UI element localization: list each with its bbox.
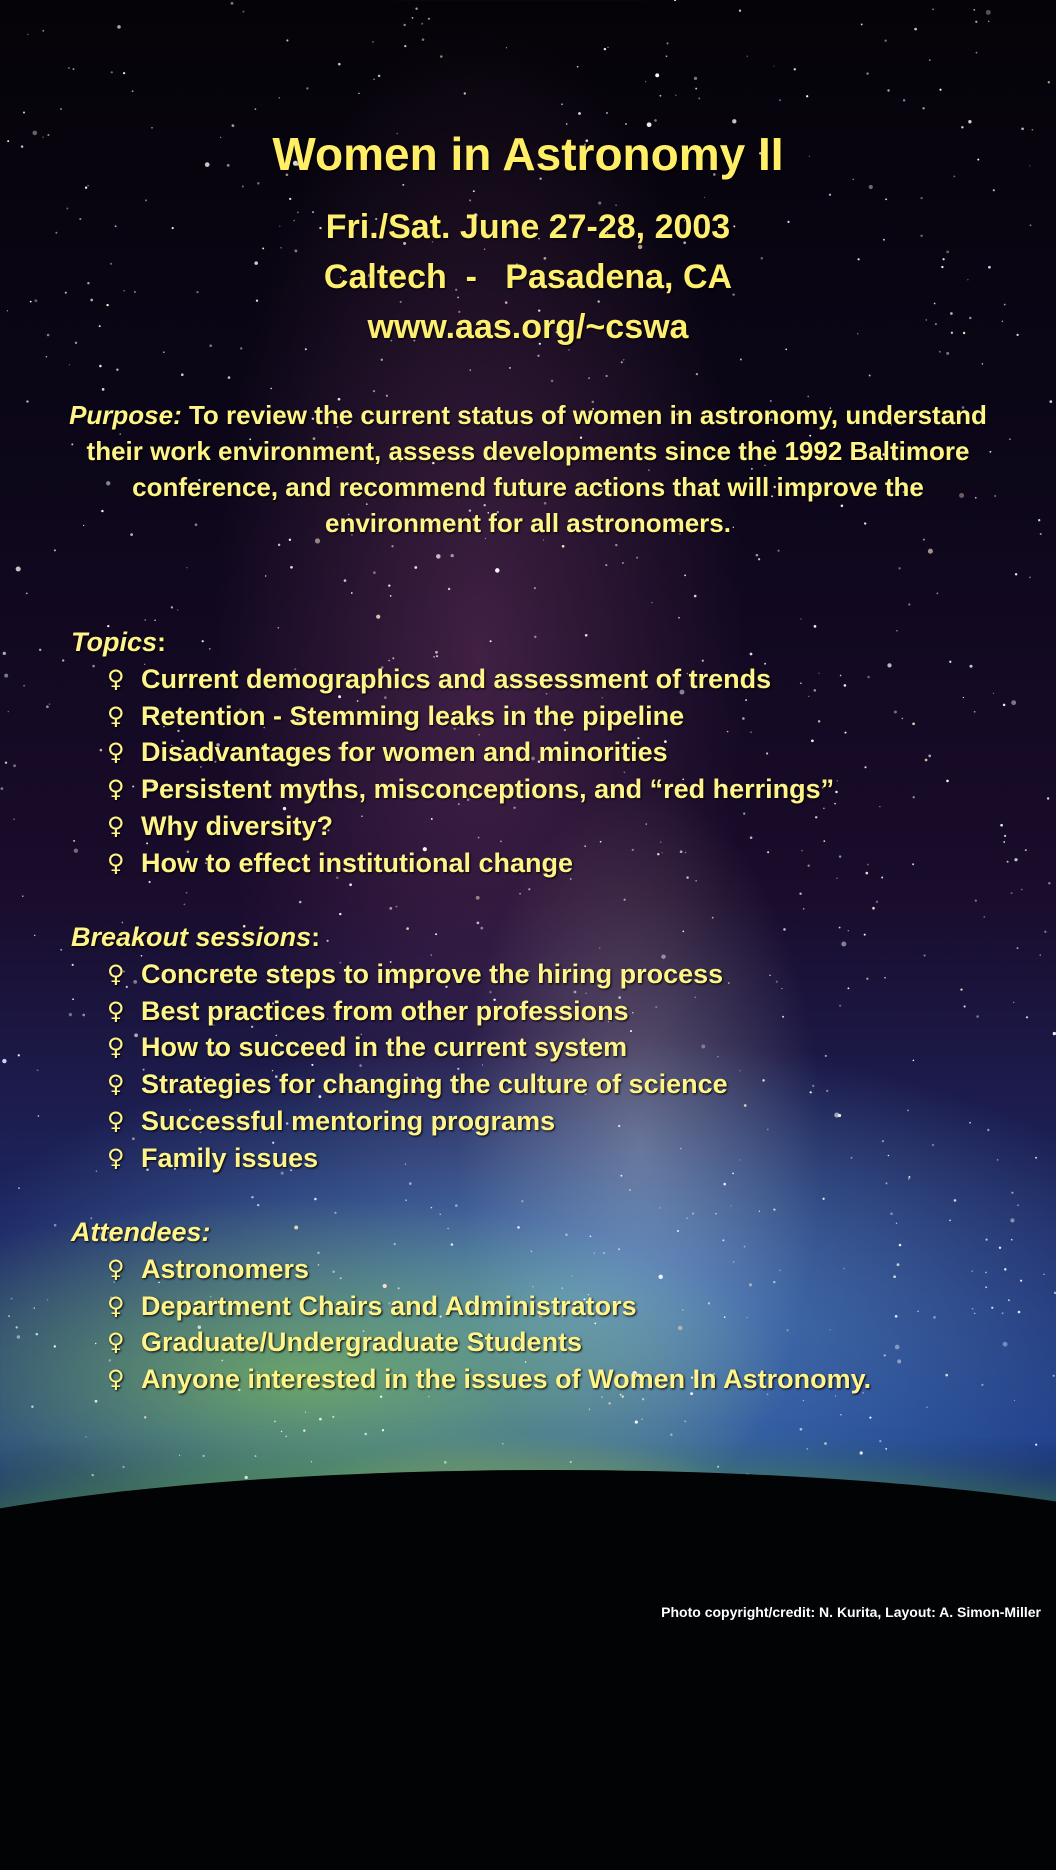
list-item-text: Successful mentoring programs [141,1105,556,1136]
list-item-text: Anyone interested in the issues of Women In Astronomy. [141,1364,872,1395]
venus-bullet-icon: ♀ [107,1143,125,1172]
list-item-text: Best practices from other professions [141,995,629,1026]
list-item-text: Department Chairs and Administrators [141,1290,637,1321]
list-item [71,1324,1031,1361]
purpose-paragraph [60,397,996,541]
attendees-list [71,1251,1031,1398]
list-item [71,1140,1031,1177]
list-item [71,1361,1031,1398]
list-item [71,845,1031,882]
event-location: Caltech - Pasadena, CA [323,258,733,296]
list-item [71,956,1031,993]
venus-bullet-icon: ♀ [107,665,125,693]
venus-bullet-icon: ♀ [107,1328,125,1357]
venus-bullet-icon: ♀ [107,848,125,877]
topics-heading-suffix: : [157,627,167,657]
list-item-text: Disadvantages for women and minorities [141,737,668,768]
list-item-text: How to succeed in the current system [141,1032,628,1063]
topics-heading-label: Topics [71,627,158,657]
venus-bullet-icon: ♀ [107,811,125,840]
attendees-heading-label: Attendees: [71,1217,211,1247]
list-item-text: Strategies for changing the culture of science [141,1069,728,1100]
attendees-heading [71,1213,1031,1251]
breakout-list [71,956,1031,1176]
photo-credit: Photo copyright/credit: N. Kurita, Layout: A. Simon-Miller [661,1604,1041,1620]
venus-bullet-icon: ♀ [107,775,125,804]
breakout-heading-suffix: : [311,922,321,952]
venus-bullet-icon: ♀ [107,1365,125,1394]
list-item [71,1066,1031,1103]
breakout-heading-label: Breakout sessions [71,922,312,952]
list-item-text: Astronomers [141,1254,310,1284]
purpose-label: Purpose: [69,400,182,430]
event-url[interactable]: www.aas.org/~cswa [367,308,689,346]
venus-bullet-icon: ♀ [107,996,125,1025]
list-item [71,1103,1031,1140]
poster-title: Women in Astronomy II [272,128,784,180]
venus-bullet-icon: ♀ [107,1255,125,1283]
list-item-text: Family issues [141,1142,319,1173]
purpose-text: To review the current status of women in astronomy, understand their work environment, assess developments since the 1992 Baltimore conference, and recommend future actions that will improve the environment for all astronomers. [86,400,987,538]
list-item [71,993,1031,1030]
venus-bullet-icon: ♀ [107,1291,125,1320]
list-item [71,771,1031,808]
venus-bullet-icon: ♀ [107,1033,125,1062]
topics-heading [71,623,1031,661]
list-item [71,734,1031,771]
list-item-text: Persistent myths, misconceptions, and “red herrings” [141,774,835,805]
list-item [71,1288,1031,1325]
event-info [0,202,1056,352]
venus-bullet-icon: ♀ [107,1070,125,1099]
breakout-heading [71,918,1031,956]
list-item-text: Current demographics and assessment of trends [141,664,772,694]
list-item [71,698,1031,735]
list-item-text: Retention - Stemming leaks in the pipeline [141,700,685,731]
event-dates: Fri./Sat. June 27-28, 2003 [325,208,731,246]
list-item [71,1029,1031,1066]
topics-section [71,623,1031,881]
venus-bullet-icon: ♀ [107,738,125,767]
list-item [71,1251,1031,1288]
list-item [71,808,1031,845]
list-item-text: How to effect institutional change [141,847,574,878]
topics-list [71,661,1031,881]
list-item-text: Concrete steps to improve the hiring process [141,959,724,989]
venus-bullet-icon: ♀ [107,960,125,988]
list-item [71,661,1031,698]
venus-bullet-icon: ♀ [107,701,125,730]
attendees-section [71,1213,1031,1398]
breakout-sessions-section [71,918,1031,1176]
list-item-text: Why diversity? [141,810,334,841]
venus-bullet-icon: ♀ [107,1106,125,1135]
list-item-text: Graduate/Undergraduate Students [141,1327,583,1358]
